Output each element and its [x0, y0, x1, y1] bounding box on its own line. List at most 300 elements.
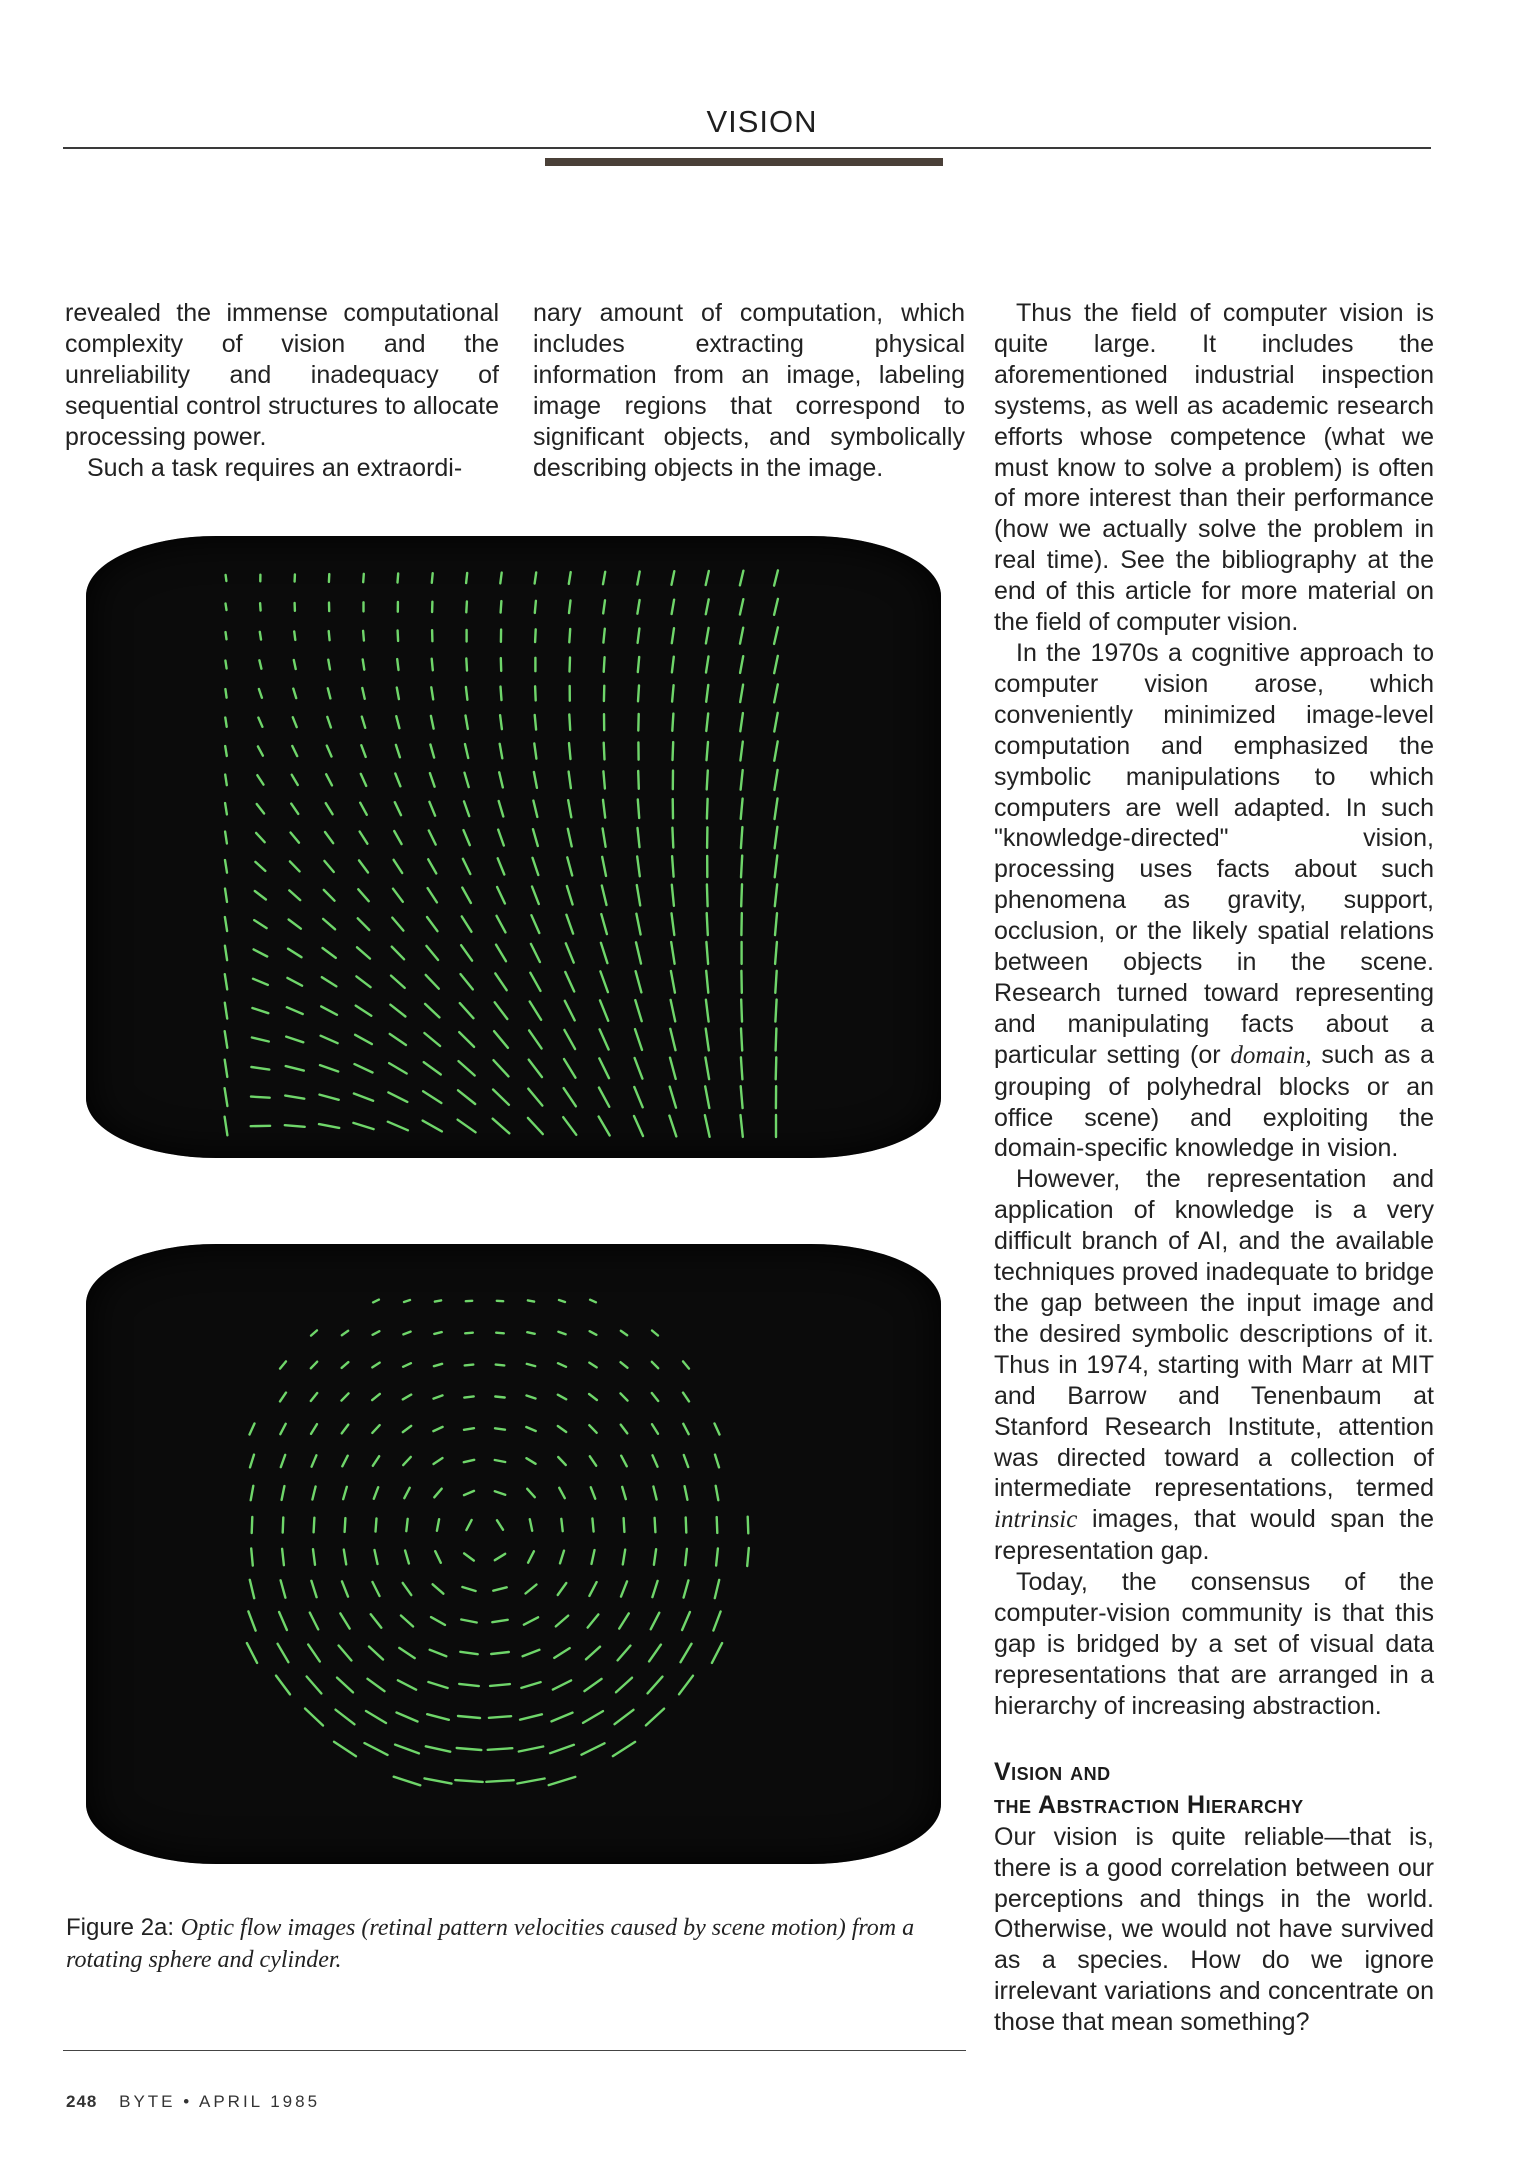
flow-vector [619, 1613, 629, 1628]
flow-vector [741, 856, 742, 878]
flow-vector [388, 1092, 407, 1102]
flow-vector [355, 1035, 372, 1044]
flow-vector [706, 656, 709, 672]
flow-vector [624, 1518, 625, 1532]
flow-vector [534, 772, 537, 788]
flow-vector [530, 973, 540, 991]
flow-vector [307, 1677, 322, 1694]
flow-vector [553, 1680, 571, 1689]
flow-vector [326, 803, 333, 814]
flow-vector [528, 1118, 543, 1134]
flow-vector [601, 943, 608, 963]
flow-vector [374, 1487, 378, 1499]
flow-vector [281, 1455, 285, 1467]
flow-vector [559, 1300, 565, 1302]
flow-vector [462, 916, 472, 931]
flow-vector [466, 716, 468, 729]
flow-vector [556, 1616, 568, 1627]
flow-vector [706, 571, 709, 585]
flow-vector [589, 1425, 596, 1433]
flow-vector [706, 685, 708, 702]
optic-flow-sphere-image [86, 1244, 941, 1864]
flow-vector [706, 1029, 709, 1051]
flow-vector [638, 657, 639, 672]
flow-vector [495, 1397, 504, 1398]
flow-vector [430, 745, 434, 758]
flow-vector [363, 574, 364, 582]
flow-vector [582, 1743, 605, 1754]
flow-vector [603, 771, 605, 788]
flow-vector [434, 1364, 442, 1366]
flow-vector [672, 628, 674, 643]
flow-vector [257, 804, 264, 814]
flow-vector [426, 975, 439, 989]
flow-vector [636, 942, 641, 963]
flow-vector [397, 659, 398, 670]
flow-vector [567, 886, 573, 905]
flow-vector [290, 861, 300, 871]
flow-vector [747, 1548, 749, 1566]
flow-vector [424, 1062, 441, 1074]
flow-vector [564, 1059, 576, 1078]
flow-vector [248, 1611, 255, 1630]
flow-vector [360, 832, 368, 844]
flow-vector [465, 1333, 473, 1334]
flow-vector [460, 1652, 477, 1654]
flow-vector [394, 1777, 421, 1786]
flow-vector [774, 627, 778, 644]
flow-vector [648, 1677, 663, 1694]
flow-vector [741, 1000, 742, 1022]
flow-vector [775, 971, 776, 993]
flow-vector [776, 1029, 777, 1051]
flow-vector [486, 1780, 513, 1782]
flow-vector [289, 920, 301, 929]
flow-vector [651, 1613, 660, 1630]
flow-vector [492, 1620, 507, 1622]
flow-vector [558, 1395, 566, 1400]
flow-vector [392, 947, 404, 960]
flow-vector [464, 1491, 474, 1495]
flow-vector [280, 1361, 286, 1368]
flow-vector [552, 1713, 573, 1722]
flow-vector [561, 1519, 562, 1531]
flow-vector [285, 1096, 304, 1099]
flow-vector [225, 1003, 227, 1019]
flow-vector [560, 1551, 564, 1564]
flow-vector [428, 1682, 447, 1688]
flow-vector [361, 745, 365, 757]
flow-vector [308, 1645, 320, 1662]
flow-vector [683, 1424, 688, 1434]
flow-vector [646, 1709, 664, 1726]
flow-vector [396, 745, 400, 757]
flow-vector [389, 1063, 407, 1073]
flow-vector [459, 1032, 474, 1047]
flow-vector [425, 1004, 439, 1018]
flow-vector [599, 1058, 609, 1078]
flow-vector [251, 1486, 254, 1500]
flow-vector [740, 685, 743, 703]
flow-vector [323, 919, 335, 929]
flow-vector [459, 1061, 475, 1075]
flow-vector [466, 601, 467, 612]
flow-vector [466, 687, 468, 700]
flow-vector [225, 974, 227, 989]
flow-vector [225, 803, 227, 814]
flow-vector [524, 1617, 538, 1624]
flow-vector [394, 860, 403, 873]
flow-vector [373, 1456, 379, 1466]
flow-vector [621, 1362, 628, 1368]
flow-vector [603, 572, 605, 584]
flow-vector [403, 1583, 412, 1595]
flow-vector [294, 660, 296, 669]
figure-label: Figure 2a: [66, 1914, 175, 1941]
flow-vector [495, 1460, 505, 1462]
flow-vector [554, 1648, 569, 1658]
flow-vector [428, 888, 437, 902]
flow-vector [584, 1679, 601, 1691]
flow-vector [369, 1647, 383, 1660]
flow-vector [292, 746, 297, 756]
flow-vector [310, 1613, 318, 1630]
flow-vector [604, 743, 605, 760]
flow-vector [458, 1090, 475, 1104]
flow-vector [559, 1488, 565, 1498]
flow-vector [616, 1678, 632, 1693]
flow-vector [404, 1300, 410, 1302]
flow-vector [741, 799, 743, 819]
flow-vector [499, 772, 503, 787]
flow-vector [464, 1428, 474, 1430]
flow-vector [558, 1583, 567, 1595]
flow-vector [258, 746, 263, 755]
flow-vector [358, 918, 370, 930]
flow-vector [621, 1456, 627, 1467]
flow-vector [706, 599, 709, 614]
flow-vector [251, 1548, 253, 1565]
flow-vector [706, 1000, 709, 1022]
flow-vector [672, 657, 674, 673]
flow-vector [741, 884, 742, 906]
flow-vector [530, 1002, 541, 1020]
flow-vector [427, 1714, 449, 1720]
flow-vector [253, 979, 268, 985]
flow-vector [636, 971, 642, 992]
flow-vector [344, 1550, 346, 1565]
flow-vector [672, 913, 675, 935]
flow-vector [532, 887, 539, 905]
flow-vector [715, 1580, 719, 1598]
paragraph: In the 1970s a cognitive approach to computer vision arose, which conveniently minimized image-level computation and emphasized the symbolic manipulations to which computers are well adapted. In such "knowledge-directed" vision, processing uses facts about such phenomena as gravity, support, occlusion, or the likely spatial relations between objects in the scene. Research turned toward representing and manipulating facts about a particular setting (or domain, such as a grouping of polyhedral blocks or an office scene) and exploiting the domain-specific knowledge in vision. [994, 638, 1435, 1163]
flow-vector [429, 831, 436, 845]
flow-vector [652, 1393, 658, 1401]
flow-vector [287, 978, 302, 986]
flow-vector [740, 713, 743, 731]
flow-vector [327, 717, 331, 728]
flow-vector [590, 1300, 596, 1303]
flow-vector [684, 1455, 688, 1467]
flow-vector [434, 1489, 441, 1498]
flow-vector [775, 856, 778, 878]
flow-vector [519, 1747, 543, 1752]
flow-vector [314, 1518, 315, 1533]
flow-vector [491, 1652, 509, 1654]
flow-vector [638, 828, 640, 847]
flow-vector [529, 1060, 542, 1078]
flow-vector [563, 1117, 576, 1135]
paragraph: Our vision is quite reliable—that is, there is a good correlation between our perceptions and things in the world. Otherwise, we would not have survived as a species. How do we ignore irrelevant variations and concentrate on those that mean something? [994, 1822, 1434, 2037]
flow-vector [339, 1646, 352, 1661]
flow-vector [313, 1549, 315, 1565]
flow-vector [390, 1005, 405, 1017]
magazine-name: BYTE [119, 2092, 176, 2111]
flow-vector [321, 1036, 338, 1044]
flow-vector [603, 629, 604, 643]
paragraph: Thus the field of computer vision is quite large. It includes the aforementioned industrial inspection systems, as well as academic research efforts whose competence (what we must know to solve a problem) is often of more interest than their performance (how we actually solve the problem in real time). See the bibliography at the end of this article for more material on the field of computer vision. [994, 299, 1434, 637]
flow-vector [740, 742, 742, 761]
flow-vector [530, 1519, 532, 1531]
flow-vector [496, 1365, 505, 1366]
flow-vector [280, 1424, 285, 1434]
flow-vector [707, 913, 708, 935]
flow-vector [334, 1742, 356, 1756]
flow-vector [493, 1587, 506, 1590]
flow-vector [774, 599, 778, 615]
emphasis: intrinsic [994, 1506, 1078, 1534]
flow-vector [621, 1581, 627, 1596]
flow-vector [741, 1029, 742, 1051]
flow-vector [250, 1424, 255, 1435]
flow-vector [430, 773, 435, 787]
flow-field-cylinder [86, 536, 941, 1158]
flow-vector [403, 1332, 410, 1335]
flow-vector [600, 971, 608, 992]
flow-vector [354, 1094, 373, 1101]
flow-vector [464, 1396, 473, 1397]
flow-vector [669, 1116, 676, 1137]
flow-vector [225, 860, 227, 873]
flow-vector [590, 1456, 596, 1465]
header-accent-bar [545, 158, 943, 166]
flow-vector [366, 1711, 386, 1723]
flow-vector [360, 803, 367, 815]
flow-vector [775, 1000, 776, 1022]
flow-vector [342, 1362, 349, 1368]
flow-vector [774, 741, 777, 760]
flow-vector [490, 1684, 510, 1686]
flow-vector [371, 1614, 382, 1627]
flow-vector [342, 1456, 347, 1467]
flow-vector [259, 660, 261, 668]
flow-vector [432, 659, 433, 671]
flow-vector [599, 1088, 609, 1107]
flow-vector [682, 1612, 690, 1630]
flow-vector [294, 631, 295, 640]
flow-vector [603, 600, 605, 613]
flow-vector [322, 977, 337, 986]
flow-vector [247, 1643, 257, 1663]
flow-vector [550, 1745, 574, 1753]
flow-vector [406, 1519, 407, 1531]
flow-vector [569, 572, 571, 584]
flow-vector [498, 830, 504, 846]
header-rule [63, 147, 1431, 149]
flow-vector [638, 800, 639, 819]
flow-vector [368, 1679, 385, 1691]
flow-vector [319, 1124, 339, 1128]
flow-vector [527, 1489, 535, 1497]
flow-vector [463, 859, 470, 874]
flow-vector [672, 600, 675, 614]
flow-vector [278, 1644, 289, 1662]
flow-vector [403, 1395, 411, 1400]
flow-vector [613, 1742, 635, 1756]
flow-vector [226, 575, 227, 581]
flow-vector [649, 1645, 661, 1662]
flow-vector [423, 1121, 442, 1132]
flow-vector [362, 688, 364, 699]
flow-vector [494, 1060, 509, 1076]
flow-vector [531, 944, 540, 962]
flow-vector [362, 717, 365, 728]
flow-vector [535, 715, 536, 730]
flow-vector [342, 1393, 349, 1400]
flow-vector [672, 856, 674, 877]
flow-vector [564, 1030, 575, 1049]
flow-vector [535, 686, 536, 700]
page-number: 248 [66, 2092, 98, 2111]
flow-vector [342, 1425, 349, 1434]
flow-vector [251, 1097, 270, 1098]
flow-vector [705, 1086, 709, 1108]
flow-vector [397, 1713, 418, 1722]
flow-vector [671, 971, 675, 993]
flow-vector [707, 799, 708, 819]
flow-vector [774, 713, 777, 732]
flow-vector [363, 631, 364, 641]
footer-rule [63, 2050, 966, 2051]
flow-vector [311, 1424, 317, 1434]
column-right [994, 298, 1434, 2038]
flow-vector [457, 1748, 482, 1750]
flow-vector [337, 1678, 353, 1693]
flow-vector [375, 1550, 378, 1564]
flow-vector [558, 1363, 566, 1367]
flow-vector [225, 1031, 228, 1048]
flow-vector [225, 1117, 228, 1136]
flow-vector [681, 1644, 692, 1662]
flow-vector [461, 945, 472, 961]
flow-vector [684, 1580, 689, 1597]
flow-vector [398, 574, 399, 583]
flow-vector [528, 1089, 542, 1106]
flow-vector [392, 918, 403, 931]
flow-vector [429, 802, 435, 816]
flow-vector [393, 889, 403, 902]
flow-vector [254, 920, 266, 928]
flow-vector [638, 629, 640, 643]
flow-vector [705, 1115, 710, 1137]
flow-vector [493, 1119, 510, 1134]
flow-vector [285, 1125, 305, 1127]
flow-vector [398, 631, 399, 641]
flow-vector [652, 1331, 658, 1336]
flow-vector [741, 827, 743, 848]
flow-vector [716, 1486, 719, 1500]
flow-vector [424, 1033, 440, 1046]
flow-vector [652, 1581, 657, 1597]
flow-vector [652, 1362, 658, 1368]
flow-vector [282, 1486, 285, 1500]
emphasis: domain, [1230, 1041, 1312, 1069]
flow-vector [707, 884, 708, 906]
flow-vector [569, 601, 571, 614]
flow-vector [399, 1648, 414, 1658]
flow-vector [500, 744, 503, 759]
flow-vector [655, 1518, 656, 1532]
flow-vector [603, 828, 606, 846]
flow-vector [398, 1680, 416, 1689]
flow-vector [570, 658, 571, 672]
flow-vector [549, 1777, 576, 1785]
flow-vector [276, 1676, 290, 1695]
flow-vector [741, 1086, 743, 1108]
flow-vector [260, 632, 261, 640]
flow-vector [526, 1427, 535, 1431]
flow-vector [497, 916, 506, 933]
paragraph: Such a task requires an extraordi- [87, 453, 463, 482]
flow-vector [493, 1090, 509, 1105]
flow-vector [280, 1393, 286, 1402]
flow-vector [426, 1746, 450, 1751]
flow-vector [288, 949, 302, 958]
flow-vector [286, 1066, 304, 1071]
flow-vector [637, 572, 639, 585]
flow-vector [526, 1458, 535, 1464]
issue-date: APRIL 1985 [199, 2092, 321, 2111]
flow-vector [775, 827, 778, 849]
flow-vector [497, 887, 505, 904]
flow-vector [357, 947, 370, 958]
flow-vector [535, 629, 536, 642]
flow-vector [462, 1587, 475, 1591]
flow-vector [461, 1620, 476, 1623]
flow-vector [589, 1394, 597, 1400]
flow-vector [282, 1549, 284, 1565]
flow-vector [558, 1332, 565, 1335]
flow-vector [355, 1064, 373, 1072]
flow-vector [601, 914, 607, 934]
flow-vector [635, 1058, 643, 1079]
flow-vector [564, 1088, 576, 1106]
flow-vector [279, 1612, 287, 1630]
flow-vector [637, 600, 639, 614]
figure-caption [66, 1912, 946, 1976]
flow-vector [403, 1457, 411, 1465]
flow-vector [403, 1426, 411, 1432]
flow-vector [311, 1581, 316, 1597]
flow-vector [291, 804, 298, 814]
section-heading: Vision and the Abstraction Hierarchy [994, 1757, 1304, 1819]
flow-vector [252, 1038, 269, 1042]
flow-vector [458, 1716, 480, 1718]
flow-vector [225, 775, 227, 786]
flow-vector [569, 743, 571, 759]
flow-vector [342, 1581, 348, 1596]
flow-vector [252, 1008, 268, 1013]
